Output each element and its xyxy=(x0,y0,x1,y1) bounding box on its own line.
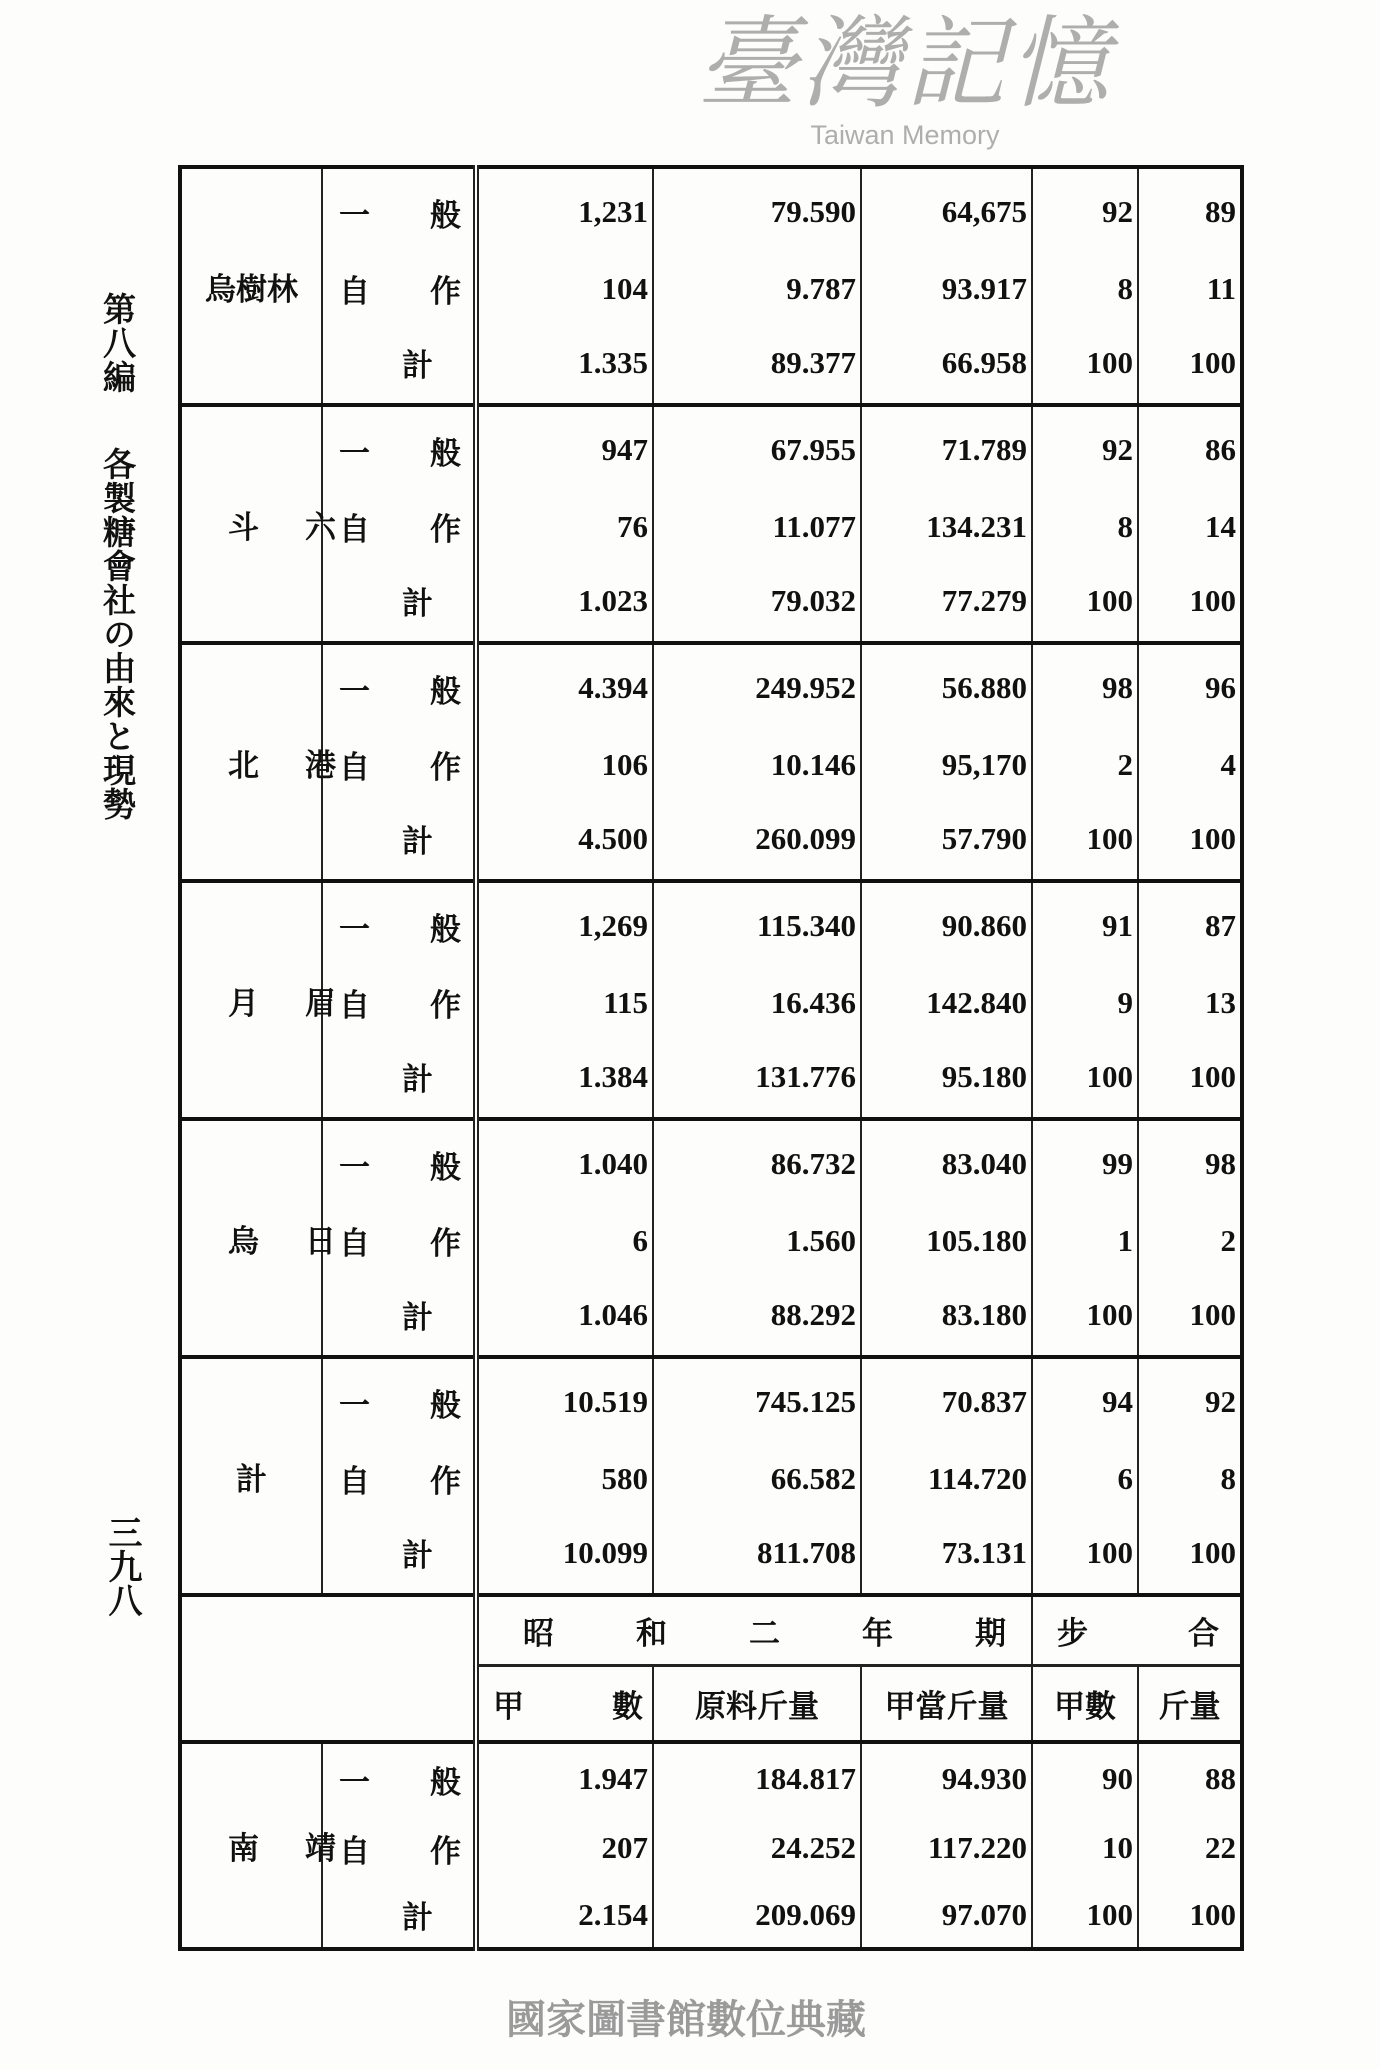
row-label-cell xyxy=(322,881,521,969)
value-cell: 79.032 xyxy=(653,560,861,643)
row-label-cell xyxy=(322,255,521,322)
table-row xyxy=(180,731,1242,798)
value-cell: 1.046 xyxy=(476,1274,653,1357)
value-cell: 115 xyxy=(476,969,653,1036)
value-cell: 67.955 xyxy=(653,405,861,493)
header-col-weight-ratio: 斤量 xyxy=(1158,1688,1221,1725)
row-label: 一般 xyxy=(339,1387,521,1424)
taiwan-memory-watermark xyxy=(680,5,1130,150)
row-label-cell xyxy=(322,1207,521,1274)
value-cell: 91 xyxy=(1032,881,1138,969)
value-cell: 1,231 xyxy=(476,167,653,255)
value-cell: 105.180 xyxy=(861,1207,1032,1274)
watermark-english: Taiwan Memory xyxy=(810,120,1000,150)
value-cell: 14 xyxy=(1205,508,1236,544)
row-label: 計 xyxy=(402,586,433,622)
value-cell: 106 xyxy=(476,731,653,798)
value-cell: 100 xyxy=(1189,1896,1236,1932)
value-cell: 22 xyxy=(1205,1830,1236,1865)
row-label: 一般 xyxy=(339,673,521,710)
value-cell: 131.776 xyxy=(653,1036,861,1119)
value-cell: 1,269 xyxy=(476,881,653,969)
value-cell: 100 xyxy=(1189,1534,1236,1570)
value-cell: 2 xyxy=(1220,1222,1236,1258)
value-cell: 1.023 xyxy=(476,560,653,643)
mill-name-cell xyxy=(180,167,322,405)
value-cell: 97.070 xyxy=(861,1882,1032,1949)
value-cell: 77.279 xyxy=(861,560,1032,643)
row-label: 自作 xyxy=(339,512,521,548)
row-label: 一般 xyxy=(339,197,521,234)
row-label: 計 xyxy=(402,1062,433,1098)
row-label-cell xyxy=(322,731,521,798)
value-cell: 100 xyxy=(1189,344,1236,380)
table-row xyxy=(180,322,1242,405)
value-cell: 99 xyxy=(1032,1119,1138,1207)
row-label-cell xyxy=(322,493,521,560)
row-label-cell xyxy=(322,1742,521,1814)
row-label-cell xyxy=(322,969,521,1036)
table-row xyxy=(180,798,1242,881)
value-cell: 66.958 xyxy=(861,322,1032,405)
value-cell: 57.790 xyxy=(861,798,1032,881)
value-cell: 96 xyxy=(1138,643,1242,731)
table-row xyxy=(180,1512,1242,1595)
value-cell: 92 xyxy=(1032,405,1138,493)
value-cell: 92 xyxy=(1138,1357,1242,1445)
value-cell: 89.377 xyxy=(653,322,861,405)
value-cell: 4 xyxy=(1220,746,1236,782)
table-row xyxy=(180,643,1242,731)
row-label: 自作 xyxy=(339,1226,521,1262)
mill-name-cell xyxy=(180,1742,382,1949)
row-label-cell xyxy=(322,1274,476,1357)
value-cell: 100 xyxy=(1032,798,1138,881)
value-cell: 11 xyxy=(1206,270,1236,306)
row-label: 自作 xyxy=(339,988,521,1024)
value-cell: 114.720 xyxy=(861,1445,1032,1512)
value-cell: 86.732 xyxy=(653,1119,861,1207)
row-label-cell xyxy=(322,798,476,881)
row-label: 自作 xyxy=(339,274,521,310)
value-cell: 8 xyxy=(1032,493,1138,560)
mill-name-cell xyxy=(180,881,382,1119)
value-cell: 9.787 xyxy=(653,255,861,322)
mill-name: 南靖 xyxy=(228,1831,382,1867)
page-number: 三九八 xyxy=(102,1515,142,1617)
value-cell: 66.582 xyxy=(653,1445,861,1512)
table-row xyxy=(180,881,1242,969)
mill-name: 烏日 xyxy=(228,1223,382,1260)
row-label: 自作 xyxy=(339,1464,521,1500)
table-row xyxy=(180,1742,1242,1814)
value-cell: 70.837 xyxy=(861,1357,1032,1445)
table-row xyxy=(180,1882,1242,1949)
table-row xyxy=(180,1274,1242,1357)
value-cell: 9 xyxy=(1032,969,1138,1036)
header-ratio: 步合 xyxy=(1057,1615,1319,1652)
value-cell: 100 xyxy=(1032,1512,1138,1595)
value-cell: 87 xyxy=(1138,881,1242,969)
row-label: 一般 xyxy=(339,1764,521,1801)
table-row xyxy=(180,255,1242,322)
value-cell: 100 xyxy=(1189,1058,1236,1094)
value-cell: 1.335 xyxy=(476,322,653,405)
value-cell: 98 xyxy=(1138,1119,1242,1207)
row-label-cell xyxy=(322,560,476,643)
row-label: 計 xyxy=(402,824,433,860)
library-footer-watermark: 國家圖書館數位典藏 xyxy=(506,1997,866,2043)
value-cell: 260.099 xyxy=(653,798,861,881)
value-cell: 1.040 xyxy=(476,1119,653,1207)
mill-name-cell xyxy=(180,643,382,881)
value-cell: 6 xyxy=(476,1207,653,1274)
value-cell: 98 xyxy=(1032,643,1138,731)
value-cell: 83.040 xyxy=(861,1119,1032,1207)
value-cell: 56.880 xyxy=(861,643,1032,731)
chapter-label: 第八編 xyxy=(98,292,137,394)
header-ratio-cell xyxy=(1032,1595,1319,1665)
value-cell: 76 xyxy=(476,493,653,560)
row-label: 一般 xyxy=(339,435,521,472)
row-label-cell xyxy=(322,322,476,405)
table-row xyxy=(180,1207,1242,1274)
value-cell: 10.146 xyxy=(653,731,861,798)
value-cell: 10 xyxy=(1032,1814,1138,1882)
value-cell: 100 xyxy=(1032,322,1138,405)
mill-name: 北港 xyxy=(228,747,382,784)
row-label: 計 xyxy=(402,348,433,384)
row-label-cell xyxy=(322,1445,521,1512)
table-row xyxy=(180,560,1242,643)
header-row-period xyxy=(180,1595,1242,1665)
value-cell: 90.860 xyxy=(861,881,1032,969)
table-row xyxy=(180,167,1242,255)
value-cell: 134.231 xyxy=(861,493,1032,560)
row-label-cell xyxy=(322,1036,476,1119)
value-cell: 95,170 xyxy=(861,731,1032,798)
value-cell: 10.519 xyxy=(476,1357,653,1445)
value-cell: 100 xyxy=(1189,820,1236,856)
header-blank xyxy=(180,1595,476,1742)
value-cell: 100 xyxy=(1032,1036,1138,1119)
sugar-cane-statistics-table xyxy=(178,165,1319,1951)
value-cell: 1.560 xyxy=(653,1207,861,1274)
mill-name-cell xyxy=(180,1357,322,1595)
mill-name-cell xyxy=(180,405,382,643)
header-period-cell xyxy=(476,1595,1088,1665)
value-cell: 580 xyxy=(476,1445,653,1512)
row-label: 自作 xyxy=(339,1833,521,1870)
value-cell: 104 xyxy=(476,255,653,322)
row-label-cell xyxy=(322,1357,521,1445)
value-cell: 79.590 xyxy=(653,167,861,255)
row-label-cell xyxy=(322,1119,521,1207)
value-cell: 209.069 xyxy=(653,1882,861,1949)
value-cell: 1.384 xyxy=(476,1036,653,1119)
value-cell: 8 xyxy=(1220,1460,1236,1496)
value-cell: 64,675 xyxy=(861,167,1032,255)
mill-name: 月眉 xyxy=(228,985,382,1022)
header-col-area-ratio: 甲數 xyxy=(1032,1665,1138,1742)
value-cell: 94 xyxy=(1032,1357,1138,1445)
table-row xyxy=(180,1357,1242,1445)
value-cell: 249.952 xyxy=(653,643,861,731)
value-cell: 115.340 xyxy=(653,881,861,969)
value-cell: 100 xyxy=(1189,582,1236,618)
value-cell: 117.220 xyxy=(861,1814,1032,1882)
value-cell: 89 xyxy=(1138,167,1242,255)
row-label: 自作 xyxy=(339,750,521,786)
value-cell: 13 xyxy=(1205,984,1236,1020)
value-cell: 745.125 xyxy=(653,1357,861,1445)
value-cell: 8 xyxy=(1032,255,1138,322)
value-cell: 94.930 xyxy=(861,1742,1032,1814)
value-cell: 4.394 xyxy=(476,643,653,731)
table-row xyxy=(180,1119,1242,1207)
value-cell: 207 xyxy=(476,1814,653,1882)
value-cell: 100 xyxy=(1032,1882,1138,1949)
value-cell: 90 xyxy=(1032,1742,1138,1814)
row-label-cell xyxy=(322,167,521,255)
watermark-chinese: 臺灣記憶 xyxy=(697,5,1113,122)
header-col-area: 甲數 xyxy=(493,1688,731,1725)
header-col-weight-per-area: 甲當斤量 xyxy=(861,1665,1032,1742)
row-label-cell xyxy=(322,643,521,731)
mill-name: 計 xyxy=(236,1461,267,1498)
header-col-area-cell xyxy=(476,1665,731,1742)
section-title: 各製糖會社の由來と現勢 xyxy=(98,446,137,821)
value-cell: 88.292 xyxy=(653,1274,861,1357)
value-cell: 73.131 xyxy=(861,1512,1032,1595)
value-cell: 6 xyxy=(1032,1445,1138,1512)
row-label-cell xyxy=(322,1882,476,1949)
value-cell: 1 xyxy=(1032,1207,1138,1274)
table-row xyxy=(180,1445,1242,1512)
value-cell: 11.077 xyxy=(653,493,861,560)
value-cell: 811.708 xyxy=(653,1512,861,1595)
table-row xyxy=(180,405,1242,493)
value-cell: 947 xyxy=(476,405,653,493)
header-period: 昭和二年期 xyxy=(523,1615,1088,1652)
value-cell: 184.817 xyxy=(653,1742,861,1814)
header-col-raw-weight: 原料斤量 xyxy=(653,1665,861,1742)
value-cell: 2 xyxy=(1032,731,1138,798)
value-cell: 95.180 xyxy=(861,1036,1032,1119)
value-cell: 93.917 xyxy=(861,255,1032,322)
mill-name: 斗六 xyxy=(228,509,382,546)
value-cell: 100 xyxy=(1189,1296,1236,1332)
value-cell: 92 xyxy=(1032,167,1138,255)
value-cell: 100 xyxy=(1032,1274,1138,1357)
value-cell: 2.154 xyxy=(476,1882,653,1949)
value-cell: 4.500 xyxy=(476,798,653,881)
table-row xyxy=(180,493,1242,560)
value-cell: 142.840 xyxy=(861,969,1032,1036)
value-cell: 100 xyxy=(1032,560,1138,643)
value-cell: 88 xyxy=(1138,1742,1242,1814)
value-cell: 24.252 xyxy=(653,1814,861,1882)
row-label: 一般 xyxy=(339,1149,521,1186)
value-cell: 1.947 xyxy=(476,1742,653,1814)
mill-name-cell xyxy=(180,1119,382,1357)
margin-chapter-title xyxy=(98,292,136,821)
mill-name: 烏樹林 xyxy=(205,271,298,308)
table-row xyxy=(180,969,1242,1036)
row-label: 計 xyxy=(402,1300,433,1336)
row-label: 計 xyxy=(402,1900,433,1936)
value-cell: 83.180 xyxy=(861,1274,1032,1357)
row-label: 計 xyxy=(402,1538,433,1574)
value-cell: 86 xyxy=(1138,405,1242,493)
value-cell: 16.436 xyxy=(653,969,861,1036)
row-label-cell xyxy=(322,1512,476,1595)
row-label-cell xyxy=(322,405,521,493)
table-row xyxy=(180,1036,1242,1119)
value-cell: 10.099 xyxy=(476,1512,653,1595)
value-cell: 71.789 xyxy=(861,405,1032,493)
row-label: 一般 xyxy=(339,911,521,948)
